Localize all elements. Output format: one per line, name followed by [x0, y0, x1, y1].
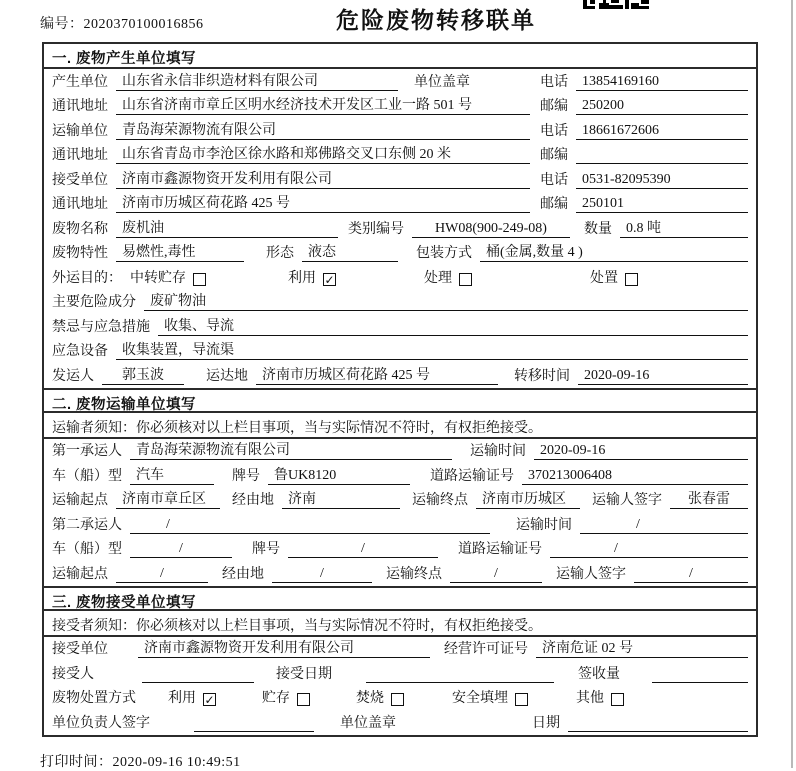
origin1-label: 运输起点	[52, 493, 108, 508]
checkbox-disposal-landfill	[515, 693, 528, 706]
via2-label: 经由地	[222, 566, 264, 582]
sign1-label: 运输人签字	[592, 493, 662, 508]
unit-seal-label: 单位盖章	[414, 74, 470, 90]
address1-value: 山东省济南市章丘区明水经济技术开发区工业一路 501 号	[116, 94, 530, 115]
phone3-label: 电话	[540, 172, 568, 188]
transfer-time-label: 转移时间	[514, 368, 570, 384]
transport-time1-value: 2020-09-16	[534, 443, 748, 460]
disposal-option-store	[262, 687, 310, 707]
transporter-address-row	[44, 143, 756, 168]
transport-time2-value: /	[580, 517, 748, 534]
purpose-option-treat-label: 处理	[424, 270, 452, 286]
purpose-option-treat	[424, 267, 472, 287]
chief-signature-row	[44, 710, 756, 735]
qr-code-fragment	[583, 0, 649, 9]
phone1-value: 13854169160	[576, 74, 748, 91]
category-label: 类别编号	[348, 221, 404, 237]
packing-label: 包装方式	[416, 246, 472, 261]
transport-time1-label: 运输时间	[470, 444, 526, 459]
origin2-label: 运输起点	[52, 566, 108, 582]
purpose-option-transfer-storage-label: 中转贮存	[130, 270, 186, 286]
shipper-value: 郭玉波	[102, 364, 184, 385]
acceptor-value	[142, 666, 254, 683]
permit1-label: 道路运输证号	[430, 468, 514, 484]
purpose-option-transfer-storage	[130, 267, 206, 287]
license-value: 济南危证 02 号	[536, 637, 748, 658]
second-carrier-row	[44, 512, 756, 537]
sign2-value: /	[634, 566, 748, 583]
plate2-value: /	[288, 541, 438, 558]
print-time-label: 打印时间：	[40, 755, 113, 770]
destination-label: 运达地	[206, 368, 248, 384]
disposal-option-other	[576, 687, 624, 707]
form-label: 形态	[266, 246, 294, 261]
sign2-label: 运输人签字	[556, 566, 626, 582]
shipper-label: 发运人	[52, 368, 94, 384]
chief-signature-value	[194, 715, 314, 732]
route1-row	[44, 488, 756, 513]
vehicle2-value: /	[130, 541, 232, 558]
plate1-label: 牌号	[232, 468, 260, 484]
origin2-value: /	[116, 566, 208, 583]
vehicle2-row	[44, 537, 756, 562]
date-label: 日期	[532, 715, 560, 731]
document-number-value: 2020370100016856	[83, 17, 204, 32]
disposal-option-utilize-label: 利用	[168, 691, 196, 706]
checkbox-transfer-storage	[193, 273, 206, 286]
document-number-label: 编号：	[40, 17, 84, 32]
disposal-option-utilize	[168, 687, 216, 707]
transfer-time-value: 2020-09-16	[578, 368, 748, 385]
section1-header: 一. 废物产生单位填写	[44, 44, 756, 69]
zip3-value: 250101	[576, 196, 748, 213]
origin1-value: 济南市章丘区	[116, 488, 220, 509]
section2-header: 二. 废物运输单位填写	[44, 388, 756, 413]
producer-address-row	[44, 94, 756, 119]
first-carrier-row	[44, 439, 756, 464]
phone2-label: 电话	[540, 123, 568, 139]
transporter-notice: 运输者须知：你必须核对以上栏目事项，当与实际情况不符时，有权拒绝接受。	[44, 413, 756, 439]
transport-time2-label: 运输时间	[516, 517, 572, 533]
zip2-value	[576, 147, 748, 164]
producer-row	[44, 69, 756, 94]
receiver-address-row	[44, 192, 756, 217]
permit2-value: /	[550, 541, 748, 558]
equipment-label: 应急设备	[52, 344, 108, 359]
accepting-unit-value: 济南市鑫源物资开发利用有限公司	[138, 637, 430, 658]
page-title: 危险废物转移联单	[336, 7, 536, 33]
checkbox-treat	[459, 273, 472, 286]
zip3-label: 邮编	[540, 197, 568, 212]
transporter-value: 青岛海荣源物流有限公司	[116, 119, 530, 140]
disposal-option-incinerate-label: 焚烧	[356, 691, 384, 706]
phone3-value: 0531-82095390	[576, 172, 748, 189]
sign-quantity-value	[652, 666, 748, 683]
print-time	[40, 751, 241, 771]
category-value: HW08(900-249-08)	[412, 221, 570, 238]
sign-quantity-label: 签收量	[578, 666, 620, 682]
receiver-row	[44, 167, 756, 192]
emergency-equipment-row	[44, 339, 756, 364]
taboo-label: 禁忌与应急措施	[52, 319, 150, 335]
manifest-form	[42, 42, 758, 737]
end1-label: 运输终点	[412, 493, 468, 508]
phone1-label: 电话	[540, 74, 568, 90]
carrier1-value: 青岛海荣源物流有限公司	[130, 439, 452, 460]
address3-value: 济南市历城区荷花路 425 号	[116, 192, 530, 213]
zip1-label: 邮编	[540, 99, 568, 114]
transporter-label: 运输单位	[52, 123, 108, 139]
via1-label: 经由地	[232, 493, 274, 508]
packing-value: 桶(金属,数量 4 )	[480, 241, 748, 262]
purpose-option-utilize	[288, 267, 336, 287]
waste-name-value: 废机油	[116, 217, 338, 238]
checkbox-dispose	[625, 273, 638, 286]
permit2-label: 道路运输证号	[458, 542, 542, 557]
end1-value: 济南市历城区	[476, 488, 580, 509]
acceptor-row	[44, 661, 756, 686]
equipment-value: 收集装置，导流渠	[116, 339, 748, 360]
producer-label: 产生单位	[52, 74, 108, 90]
address3-label: 通讯地址	[52, 197, 108, 212]
destination-value: 济南市历城区荷花路 425 号	[256, 364, 498, 385]
end2-value: /	[450, 566, 542, 583]
phone2-value: 18661672606	[576, 123, 748, 140]
shipper-row	[44, 363, 756, 388]
route2-row	[44, 561, 756, 586]
address1-label: 通讯地址	[52, 99, 108, 114]
hazard-label: 主要危险成分	[52, 295, 136, 310]
traits-value: 易燃性,毒性	[116, 241, 244, 262]
producer-value: 山东省永信非织造材料有限公司	[116, 70, 398, 91]
waste-name-row	[44, 216, 756, 241]
purpose-option-dispose-label: 处置	[590, 270, 618, 286]
disposal-option-other-label: 其他	[576, 691, 604, 706]
accepting-unit-label: 接受单位	[52, 642, 108, 657]
page-edge-line	[791, 0, 793, 768]
transfer-purpose-row	[44, 265, 756, 290]
transporter-row	[44, 118, 756, 143]
taboo-measures-row	[44, 314, 756, 339]
chief-signature-label: 单位负责人签字	[52, 715, 150, 731]
print-time-value: 2020-09-16 10:49:51	[112, 755, 241, 770]
vehicle1-value: 汽车	[130, 464, 214, 485]
purpose-label: 外运目的：	[52, 270, 122, 286]
address2-label: 通讯地址	[52, 148, 108, 163]
date-value	[568, 715, 748, 732]
checkbox-disposal-store	[297, 693, 310, 706]
checkbox-disposal-incinerate	[391, 693, 404, 706]
checkbox-disposal-other	[611, 693, 624, 706]
unit-seal2-label: 单位盖章	[340, 715, 396, 731]
disposal-option-landfill-label: 安全填埋	[452, 691, 508, 706]
vehicle2-label: 车（船）型	[52, 542, 122, 557]
accepting-unit-row	[44, 637, 756, 662]
traits-label: 废物特性	[52, 246, 108, 261]
sign1-value: 张春雷	[670, 488, 748, 509]
permit1-value: 370213006408	[522, 468, 748, 485]
vehicle1-row	[44, 463, 756, 488]
carrier2-label: 第二承运人	[52, 517, 122, 533]
waste-traits-row	[44, 241, 756, 266]
via2-value: /	[272, 566, 372, 583]
zip2-label: 邮编	[540, 148, 568, 163]
quantity-value: 0.8 吨	[620, 217, 748, 238]
purpose-option-dispose	[590, 267, 638, 287]
disposal-method-label: 废物处置方式	[52, 691, 136, 706]
section3-header: 三. 废物接受单位填写	[44, 586, 756, 611]
document-header	[0, 0, 796, 42]
checkbox-utilize: ✓	[324, 272, 335, 287]
hazard-value: 废矿物油	[144, 290, 748, 311]
zip1-value: 250200	[576, 98, 748, 115]
waste-name-label: 废物名称	[52, 221, 108, 237]
address2-value: 山东省青岛市李沧区徐水路和郑佛路交叉口东侧 20 米	[116, 143, 530, 164]
quantity-label: 数量	[584, 221, 612, 237]
form-value: 液态	[302, 241, 398, 262]
purpose-option-utilize-label: 利用	[288, 270, 316, 286]
accept-date-label: 接受日期	[276, 666, 332, 682]
accept-date-value	[366, 666, 554, 683]
receiver-label: 接受单位	[52, 172, 108, 188]
plate2-label: 牌号	[252, 542, 280, 557]
carrier2-value: /	[130, 517, 490, 534]
disposal-method-row	[44, 686, 756, 711]
hazard-components-row	[44, 290, 756, 315]
carrier1-label: 第一承运人	[52, 444, 122, 459]
vehicle1-label: 车（船）型	[52, 468, 122, 484]
receiver-value: 济南市鑫源物资开发利用有限公司	[116, 168, 530, 189]
plate1-value: 鲁UK8120	[268, 464, 410, 485]
acceptor-label: 接受人	[52, 666, 94, 682]
disposal-option-landfill	[452, 687, 528, 707]
disposal-option-store-label: 贮存	[262, 691, 290, 706]
checkbox-disposal-utilize: ✓	[204, 693, 215, 707]
via1-value: 济南	[282, 488, 400, 509]
license-label: 经营许可证号	[444, 642, 528, 657]
taboo-value: 收集、导流	[158, 315, 748, 336]
end2-label: 运输终点	[386, 566, 442, 582]
disposal-option-incinerate	[356, 687, 404, 707]
receiver-notice: 接受者须知：你必须核对以上栏目事项，当与实际情况不符时，有权拒绝接受。	[44, 611, 756, 637]
